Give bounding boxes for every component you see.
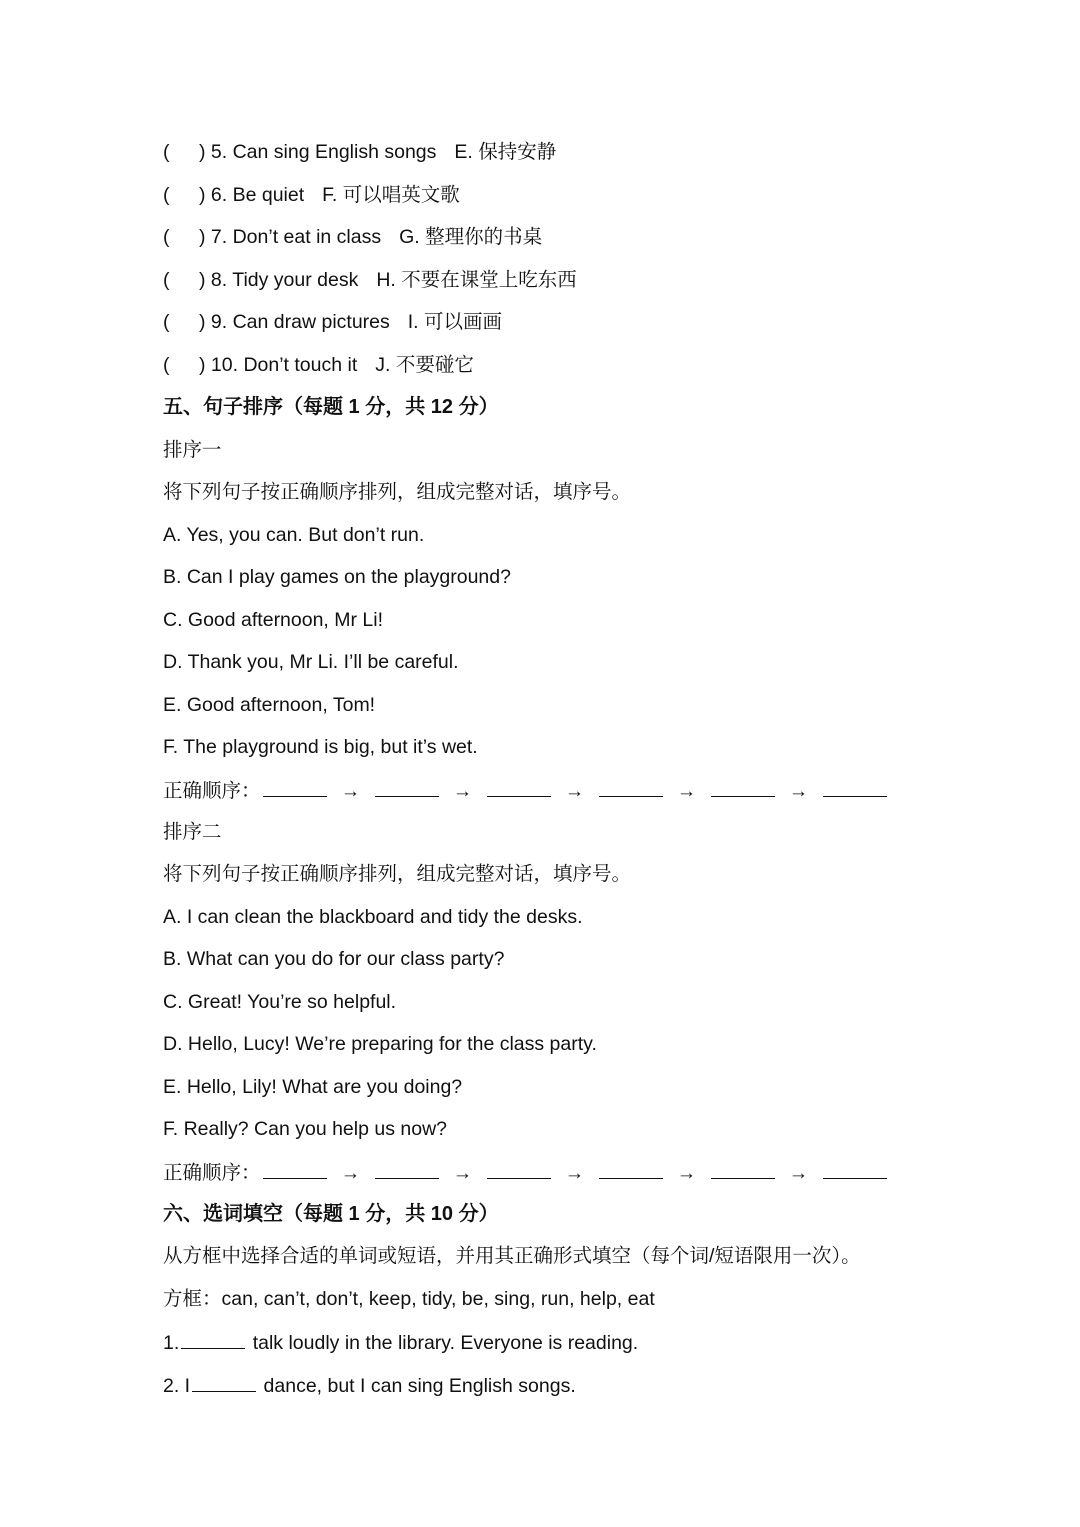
order-blank[interactable] (263, 774, 327, 797)
question (163, 1369, 576, 1399)
arrow-icon: → (564, 780, 585, 802)
sentence: F. The playground is big, but it’s wet. (163, 736, 478, 758)
matching-letter: I. (407, 311, 419, 333)
arrow-icon: → (788, 1162, 809, 1184)
matching-chinese: 整理你的书桌 (425, 226, 543, 248)
question-text: dance, but I can sing English songs. (263, 1375, 576, 1397)
answer-paren-open[interactable]: ( (163, 226, 170, 248)
sentence: D. Hello, Lucy! We’re preparing for the class party. (163, 1033, 597, 1055)
order-blank[interactable] (487, 1156, 551, 1179)
matching-chinese: 可以画画 (424, 311, 503, 333)
answer-paren-open[interactable]: ( (163, 141, 170, 163)
matching-chinese: 不要在课堂上吃东西 (401, 269, 577, 291)
matching-item (163, 137, 556, 167)
matching-english: 5. Can sing English songs (210, 141, 437, 163)
matching-chinese: 不要碰它 (395, 354, 474, 376)
sentence: D. Thank you, Mr Li. I’ll be careful. (163, 651, 459, 673)
instruction: 从方框中选择合适的单词或短语，并用其正确形式填空（每个词/短语限用一次）。 (163, 1245, 861, 1267)
answer-paren-close: ) (199, 269, 206, 291)
arrow-icon: → (452, 1162, 473, 1184)
arrow-icon: → (452, 780, 473, 802)
answer-paren-close: ) (199, 226, 206, 248)
sentence: C. Great! You’re so helpful. (163, 991, 397, 1013)
matching-item (163, 222, 542, 252)
instruction: 将下列句子按正确顺序排列，组成完整对话，填序号。 (163, 863, 632, 885)
matching-item (163, 265, 577, 295)
sentence: B. What can you do for our class party? (163, 948, 505, 970)
sentence: E. Hello, Lily! What are you doing? (163, 1076, 463, 1098)
sentence: B. Can I play games on the playground? (163, 566, 511, 588)
matching-item (163, 350, 474, 380)
order-blank[interactable] (375, 1156, 439, 1179)
matching-english: 10. Don’t touch it (210, 354, 358, 376)
section-heading: 六、选词填空（每题 1 分，共 10 分） (163, 1203, 499, 1225)
arrow-icon: → (676, 1162, 697, 1184)
matching-english: 9. Can draw pictures (210, 311, 390, 333)
arrow-icon: → (340, 1162, 361, 1184)
matching-letter: G. (399, 226, 420, 248)
section-heading: 五、句子排序（每题 1 分，共 12 分） (163, 396, 499, 418)
word-box: 方框：can, can’t, don’t, keep, tidy, be, sing, run, help, eat (163, 1288, 655, 1310)
fill-blank[interactable] (192, 1369, 256, 1392)
sentence: A. I can clean the blackboard and tidy the desks. (163, 906, 583, 928)
order-blank[interactable] (823, 1156, 887, 1179)
matching-item (163, 307, 502, 337)
answer-paren-open[interactable]: ( (163, 269, 170, 291)
order-blank[interactable] (599, 774, 663, 797)
answer-paren-close: ) (199, 184, 206, 206)
order-label: 正确顺序： (163, 780, 261, 802)
sentence: F. Really? Can you help us now? (163, 1118, 447, 1140)
fill-blank[interactable] (181, 1326, 245, 1349)
order-blank[interactable] (711, 1156, 775, 1179)
matching-english: 6. Be quiet (210, 184, 305, 206)
matching-letter: E. (454, 141, 473, 163)
matching-chinese: 保持安静 (478, 141, 557, 163)
sentence: E. Good afternoon, Tom! (163, 694, 376, 716)
arrow-icon: → (340, 780, 361, 802)
order-blank[interactable] (823, 774, 887, 797)
matching-english: 8. Tidy your desk (210, 269, 359, 291)
matching-letter: H. (376, 269, 396, 291)
matching-chinese: 可以唱英文歌 (342, 184, 460, 206)
order-blank[interactable] (375, 774, 439, 797)
answer-paren-open[interactable]: ( (163, 184, 170, 206)
question-text: talk loudly in the library. Everyone is reading. (252, 1332, 639, 1354)
question (163, 1326, 638, 1356)
answer-paren-close: ) (199, 311, 206, 333)
order-blank[interactable] (711, 774, 775, 797)
answer-paren-close: ) (199, 141, 206, 163)
order-label: 正确顺序： (163, 1162, 261, 1184)
arrow-icon: → (564, 1162, 585, 1184)
matching-item (163, 180, 460, 210)
question-number: 1. (163, 1332, 180, 1354)
instruction: 将下列句子按正确顺序排列，组成完整对话，填序号。 (163, 481, 632, 503)
part-title: 排序一 (163, 439, 222, 461)
question-number: 2. I (163, 1375, 191, 1397)
order-blank[interactable] (263, 1156, 327, 1179)
matching-letter: F. (322, 184, 338, 206)
order-row (163, 774, 889, 804)
matching-english: 7. Don’t eat in class (210, 226, 382, 248)
answer-paren-open[interactable]: ( (163, 311, 170, 333)
answer-paren-open[interactable]: ( (163, 354, 170, 376)
order-blank[interactable] (487, 774, 551, 797)
part-title: 排序二 (163, 821, 222, 843)
answer-paren-close: ) (199, 354, 206, 376)
order-row (163, 1156, 889, 1186)
sentence: C. Good afternoon, Mr Li! (163, 609, 384, 631)
arrow-icon: → (676, 780, 697, 802)
matching-letter: J. (375, 354, 391, 376)
order-blank[interactable] (599, 1156, 663, 1179)
sentence: A. Yes, you can. But don’t run. (163, 524, 425, 546)
arrow-icon: → (788, 780, 809, 802)
